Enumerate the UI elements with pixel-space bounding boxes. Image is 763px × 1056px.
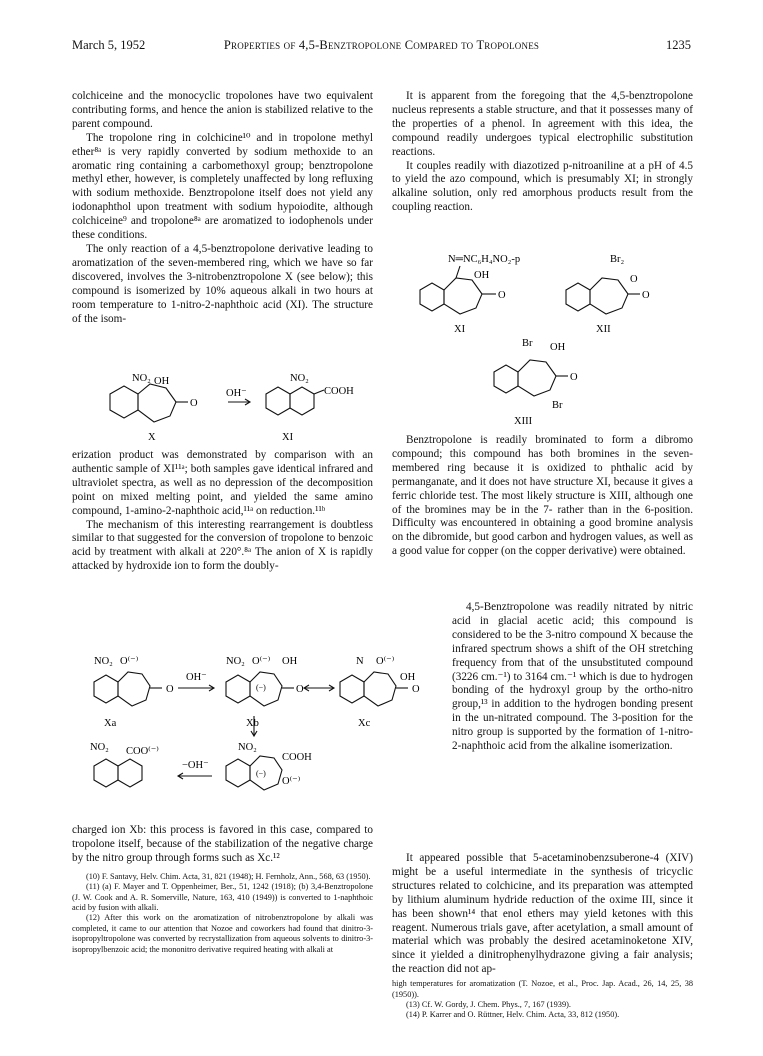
label-coominus: COO⁽⁻⁾ (126, 746, 159, 757)
paragraph: The tropolone ring in colchicine¹⁰ and in tropolone methyl ether⁸ᵃ is very rapidly converted by sodium methoxide to an aromatic ring containing a carbomethoxyl group; benztropolone methyl ether, however, is completely unaffected by long refluxing with sodium methoxide. Benztropolone itself does not yield any iodonaphthol upon treatment with sodium hypoiodite, although colchiceine⁹ and tropolone⁸ᵃ are aromatized to iodophenols under these conditions. (72, 131, 373, 242)
mechanism-scheme (86, 650, 446, 810)
compound-label-xi: XI (282, 432, 294, 443)
xc-ominus: O⁽⁻⁾ (376, 656, 395, 667)
page-number: 1235 (666, 38, 691, 52)
xii-o: O (642, 290, 650, 301)
xi-o: O (498, 290, 506, 301)
intermediate-cooh: COOH (282, 752, 312, 763)
paragraph: erization product was demonstrated by comparison with an authentic sample of XI¹¹ᵃ; both samples gave identical infrared and ultraviolet spectra, as well as no depression of the decomposition point on mixed melting point, and yielded the same amino compound, 1-amino-2-naphthoic acid,¹¹ᵃ on reduction.¹¹ᵇ (72, 449, 373, 517)
xii-o-top: O (630, 274, 638, 285)
xc-benzene-ring (340, 675, 364, 703)
xiii-benzene-ring (494, 365, 518, 393)
footnote-11: (11) (a) F. Mayer and T. Oppenheimer, Ber., 51, 1242 (1918); (b) 3,4-Benztropolone (J. W. Cook and A. R. Somerville, Nature, 163, 410 (1949)) is converted to 1-naphthoic acid by fusion with alkali. (72, 882, 373, 912)
label-o: O (190, 398, 198, 409)
compound-label-x: X (148, 432, 156, 443)
intermediate-charge: (−) (256, 769, 266, 778)
xb-charge: (−) (256, 683, 266, 692)
benzene-ring (110, 386, 138, 418)
compound-label-xb: Xb (246, 718, 259, 729)
xi-oh: OH (474, 270, 490, 281)
xiii-o: O (570, 372, 578, 383)
paragraph: colchiceine and the monocyclic tropolones have two equivalent contributing forms, and hence the anion is stabilized relative to the parent compound. (72, 90, 373, 130)
footnote-13: (13) Cf. W. Gordy, J. Chem. Phys., 7, 167 (1939). (406, 999, 571, 1009)
xa-ominus: O⁽⁻⁾ (120, 656, 139, 667)
intermediate-ominus: O⁽⁻⁾ (282, 776, 301, 787)
xb-no2: NO₂ (226, 656, 245, 667)
xb-ominus: O⁽⁻⁾ (252, 656, 271, 667)
xiii-seven-ring (518, 360, 556, 396)
right-column-top (392, 90, 693, 215)
right-column-bottom (392, 852, 693, 1021)
xb-seven-ring (250, 672, 282, 706)
xc-seven-ring (364, 672, 396, 706)
xiii-br-bottom: Br (552, 400, 563, 411)
xii-br2: Br₂ (610, 254, 625, 265)
label-ohminus: OH⁻ (226, 388, 247, 399)
left-column-bottom (72, 824, 373, 955)
paragraph: It appeared possible that 5-acetaminobenzsuberone-4 (XIV) might be a useful intermediate in the synthesis of tricyclic structures related to colchicine, and its preparation was attempted by lithium aluminum hydride reduction of the oxime III, since it has been shown¹⁴ that enol ethers may yield ketones with this reagent. Numerous trials gave, after acetylation, a small amount of material which was probably the desired acetaminoketone XIV, since it yielded a dinitrophenylhydrazone giving a fair analysis; the reaction did not ap- (392, 852, 693, 976)
paragraph: charged ion Xb: this process is favored in this case, compared to tropolone itself, because of the stabilization of the negative charge by the nitro group through forms such as Xc.¹² (72, 824, 373, 864)
compound-label-xc: Xc (358, 718, 371, 729)
xi-seven-ring (444, 278, 482, 314)
xiii-br-top: Br (522, 338, 533, 349)
left-column-top (72, 90, 373, 326)
label-no2: NO₂ (132, 373, 151, 384)
xa-seven-ring (118, 672, 150, 706)
header-date: March 5, 1952 (72, 38, 146, 52)
xb-oh: OH (282, 656, 298, 667)
compound-label-xa: Xa (104, 718, 117, 729)
intermediate-benzene-ring (226, 759, 250, 787)
footnote-10: (10) F. Santavy, Helv. Chim. Acta, 31, 821 (1948); H. Fernholz, Ann., 568, 63 (1950). (86, 871, 371, 881)
xa-no2: NO₂ (94, 656, 113, 667)
paragraph: The mechanism of this interesting rearrangement is doubtless similar to that suggested for the conversion of tropolone to benzoic acid by treatment with alkali at 220°.⁸ᵃ The anion of X is rapidly attacked by hydroxide ion to form the doubly- (72, 518, 373, 573)
xb-benzene-ring (226, 675, 250, 703)
naphthalene-ring-a (266, 387, 290, 415)
paragraph: 4,5-Benztropolone was readily nitrated by nitric acid in glacial acetic acid; this compound is considered to be the 3-nitro compound X because the infrared spectrum shows a shift of the OH stretching frequency from that of the unsubstituted compound (3226 cm.⁻¹) to 3164 cm.⁻¹ which is due to hydrogen bonding of the hydroxyl group by the ortho-nitro group,¹³ in addition to the hydrogen bonding present in the un-nitrated compound. The 3-position for the nitro group is supported by the formation of 1-nitro-2-naphthoic acid from the alkaline isomerization. (452, 601, 693, 753)
paragraph: It couples readily with diazotized p-nitroaniline at a pH of 4.5 to yield the azo compound, which is presumably XI; in strongly alkaline solution, only red amorphous products result from the coupling reaction. (392, 159, 693, 214)
label-ohminus: OH⁻ (186, 672, 207, 683)
xi-azo-label: N═NC₆H₄NO₂-p (448, 254, 521, 265)
label-oh: OH (154, 376, 170, 387)
right-column-nitration (452, 601, 693, 754)
footnote-14: (14) P. Karrer and O. Rüttner, Helv. Chim. Acta, 33, 812 (1950). (406, 1010, 620, 1020)
tropolone-ring (138, 384, 176, 422)
xi-azo-bond (456, 266, 460, 278)
xc-o: O (412, 684, 420, 695)
intermediate-no2: NO₂ (238, 742, 257, 753)
xc-n: N (356, 656, 364, 667)
xa-benzene-ring (94, 675, 118, 703)
naphthalene-ring-b (290, 387, 314, 415)
header-title: Properties of 4,5-Benztropolone Compared to Tropolones (223, 38, 540, 52)
footnote-12-continued: high temperatures for aromatization (T. Nozoe, et al., Proc. Jap. Acad., 26, 14, 25, 38 (1950)). (392, 979, 693, 999)
cooh-bond (314, 390, 324, 394)
xb-o: O (296, 684, 304, 695)
naphthoate-no2: NO₂ (90, 742, 109, 753)
right-column-middle (392, 434, 693, 559)
paragraph: Benztropolone is readily brominated to form a dibromo compound; this compound has both bromines in the seven-membered ring because it is oxidized to phthalic acid by permanganate, and it does not have structure XI, because it gives a ferric chloride test. The most likely structure is XIII, although one of the bromines may be in the 7- rather than in the 6-position. Difficulty was encountered in obtaining a good bromine analysis on the dibromide, but good carbon and hydrogen values, as well as a good value for copper (on the copper derivative) were obtained. (392, 434, 693, 558)
xc-oh: OH (400, 672, 416, 683)
scheme-x-to-xi (90, 372, 370, 444)
label-cooh: COOH (324, 386, 354, 397)
label-no2-xi: NO₂ (290, 373, 309, 384)
paragraph: The only reaction of a 4,5-benztropolone derivative leading to aromatization of the seven-membered ring, which we have so far discovered, involves the 3-nitrobenztropolone X (see below); this compound is isomerized by 10% aqueous alkali in two hours at room temperature to 1-nitro-2-naphthoic acid (XI). The structure of the isom- (72, 242, 373, 325)
xi-benzene-ring (420, 283, 444, 311)
naphthoate-ring-a (94, 759, 118, 787)
paragraph: It is apparent from the foregoing that the 4,5-benztropolone nucleus represents a stable structure, and that it possesses many of the properties of a phenol. In agreement with this idea, the compound readily undergoes typical electrophilic substitution reactions. (392, 90, 693, 158)
naphthoate-ring-b (118, 759, 142, 787)
compound-label-xii: XII (596, 324, 611, 335)
xiii-oh: OH (550, 342, 566, 353)
page-header (72, 38, 691, 54)
xii-seven-ring (590, 278, 628, 314)
compound-label-xi: XI (454, 324, 466, 335)
compound-label-xiii: XIII (514, 416, 533, 427)
intermediate-seven-ring (250, 756, 282, 790)
xa-o: O (166, 684, 174, 695)
xii-benzene-ring (566, 283, 590, 311)
scheme-xi-xii-xiii (400, 252, 690, 430)
footnote-12: (12) After this work on the aromatization of nitrobenztropolone by alkali was completed, it came to our attention that Nozoe and coworkers had found that dinitro-3-isopropyltropolone was converted by recrystallization from aqueous solvents to dinitro-3-isopropylbenzoic acid; the mononitro derivative required heating with alkali at (72, 913, 373, 954)
label-minus-oh: −OH⁻ (182, 760, 209, 771)
left-column-middle (72, 449, 373, 574)
